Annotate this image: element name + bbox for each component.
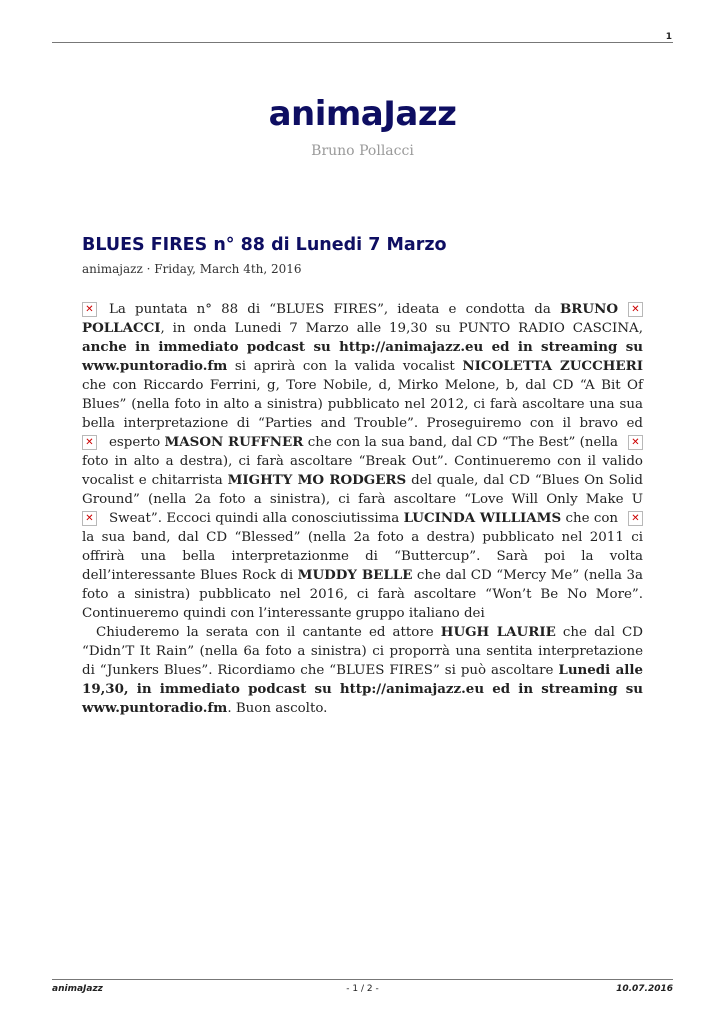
post-title: BLUES FIRES n° 88 di Lunedi 7 Marzo: [82, 235, 447, 255]
broken-image-icon: [628, 302, 643, 317]
broken-image-icon: [82, 435, 97, 450]
broken-image-icon: [82, 511, 97, 526]
footer-rule: [52, 979, 673, 980]
broken-image-icon: [82, 302, 97, 317]
site-subtitle: Bruno Pollacci: [311, 143, 414, 159]
footer-page-count: - 1 / 2 -: [346, 984, 379, 994]
site-title: animaJazz: [268, 94, 457, 134]
broken-image-icon: [628, 511, 643, 526]
header-rule: [52, 42, 673, 43]
footer-date: 10.07.2016: [616, 984, 673, 994]
page-number: 1: [665, 32, 672, 42]
broken-image-icon: [628, 435, 643, 450]
footer-site-name: animaJazz: [52, 984, 103, 994]
article-paragraph: La puntata n° 88 di “BLUES FIRES”, ideata e condotta da BRUNO POLLACCI, in onda Lunedi 7 Marzo alle 19,30 su PUNTO RADIO CASCINA, anche in immediato podcast su http://animajazz.eu ed in streaming su www.puntoradio.fm si aprirà con la valida vocalist NICOLETTA ZUCCHERI che con Riccardo Ferrini, g, Tore Nobile, d, Mirko Melone, b, dal CD “A Bit Of Blues” (nella foto in alto a sinistra) pubblicato nel 2012, ci farà ascoltare una sua bella interpretazione di “Parties and Trouble”. Proseguiremo con il bravo ed esperto MASON RUFFNER ✕ ✕ che con la sua band, dal CD “The Best” (nella foto in alto a destra), ci farà ascoltare “Break Out”. Continueremo con il valido vocalist e chitarrista MIGHTY MO RODGERS del quale, dal CD “Blues On Solid Ground” (nella 2a foto a sinistra), ci farà ascoltare “Love Will Only Make U Sweat”. Eccoci quindi alla conosciutissima LUCINDA WILLIAMS ✕ ✕ che con la sua band, dal CD “Blessed” (nella 2a foto a destra) pubblicato nel 2011 ci offrirà una bella interpretazionme di “Buttercup”. Sarà poi la volta dell’interessante Blues Rock di MUDDY BELLE che dal CD “Mercy Me” (nella 3a foto a sinistra) pubblicato nel 2016, ci farà ascoltare “Won’t Be No More”. Continueremo quindi con l’interessante gruppo italiano dei: [82, 300, 643, 623]
article-body: [82, 300, 643, 718]
post-meta: animajazz · Friday, March 4th, 2016: [82, 262, 302, 276]
article-paragraph: Chiuderemo la serata con il cantante ed attore HUGH LAURIE che dal CD “Didn’T It Rain” (nella 6a foto a sinistra) ci proporrà una sentita interpretazione di “Junkers Blues”. Ricordiamo che “BLUES FIRES” si può ascoltare Lunedi alle 19,30, in immediato podcast su http://animajazz.eu ed in streaming su www.puntoradio.fm. Buon ascolto.: [82, 624, 643, 716]
